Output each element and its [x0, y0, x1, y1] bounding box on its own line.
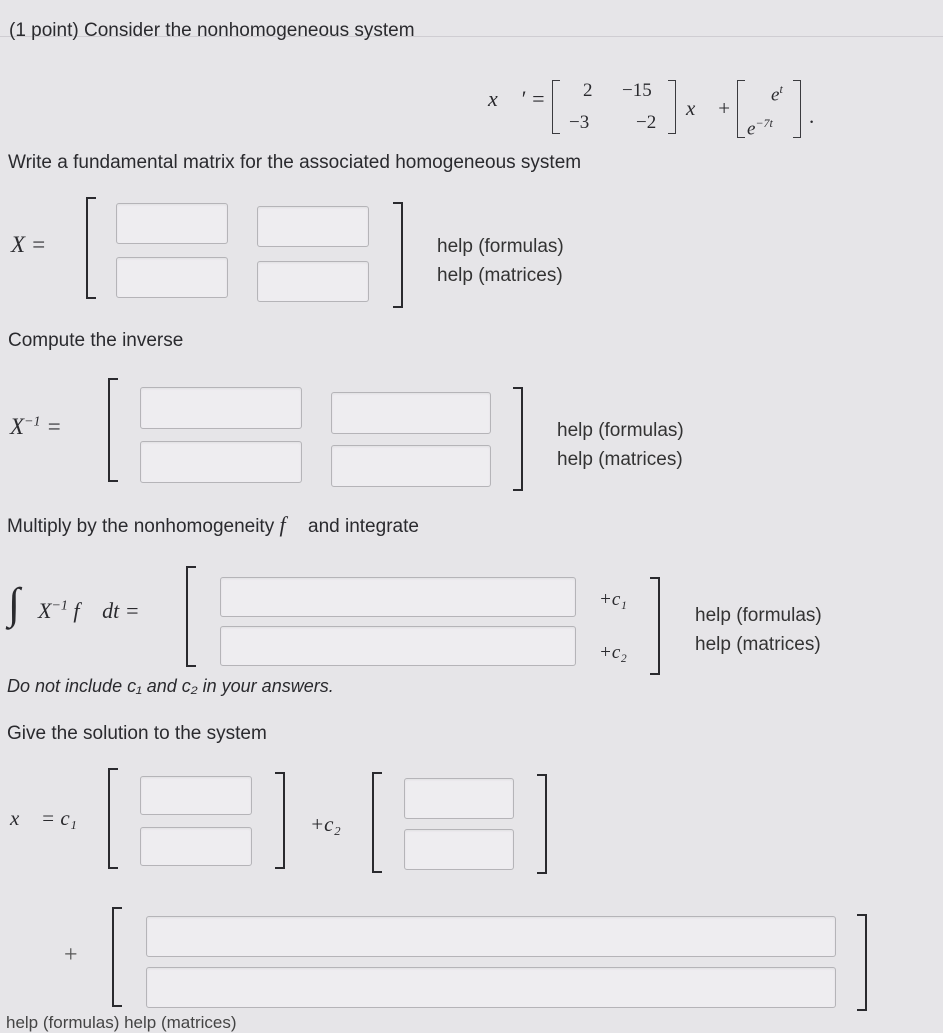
equation-lhs: x⃗ ′ = [488, 86, 546, 111]
step2-help-links [557, 416, 684, 474]
fundamental-x22-input[interactable] [257, 261, 369, 302]
equation-period: . [809, 104, 815, 128]
solution-vec1-row1-input[interactable] [140, 776, 252, 815]
particular-plus: + [64, 942, 78, 968]
inverse-left-bracket [108, 378, 118, 482]
solution-vec1-left-bracket [108, 768, 118, 869]
equation-middle: x⃗ + [686, 96, 732, 120]
forcing-left-bracket [737, 80, 745, 138]
inverse-x12-input[interactable] [331, 392, 491, 434]
solution-vec2-left-bracket [372, 772, 382, 873]
help-matrices-link[interactable]: help (matrices) [557, 449, 683, 470]
integral-c2-term: +c₂ [599, 642, 627, 663]
integral-right-bracket [650, 577, 660, 675]
integral-label: $X^{-1}$ f⃗ dt = [38, 598, 140, 623]
solution-vec2-row1-input[interactable] [404, 778, 514, 819]
inverse-x11-input[interactable] [140, 387, 302, 429]
forcing-right-bracket [793, 80, 801, 138]
inverse-right-bracket [513, 387, 523, 491]
step1-help-links [437, 232, 564, 290]
inverse-x21-input[interactable] [140, 441, 302, 483]
particular-row2-input[interactable] [146, 967, 836, 1008]
solution-vec2-right-bracket [537, 774, 547, 874]
fundamental-x21-input[interactable] [116, 257, 228, 298]
fundamental-right-bracket [393, 202, 403, 308]
footer-help-links-cut[interactable]: help (formulas) help (matrices) [6, 1013, 237, 1032]
help-formulas-link[interactable]: help (formulas) [695, 605, 822, 626]
help-matrices-link[interactable]: help (matrices) [695, 634, 821, 655]
step3-prompt: Multiply by the nonhomogeneity f⃗ and integrate [7, 512, 419, 537]
problem-intro: (1 point) Consider the nonhomogeneous system [9, 20, 415, 41]
step1-prompt: Write a fundamental matrix for the associated homogeneous system [8, 152, 582, 173]
inverse-label: $X^{-1}$ = [10, 414, 62, 439]
particular-row1-input[interactable] [146, 916, 836, 957]
help-formulas-link[interactable]: help (formulas) [437, 236, 564, 257]
coef-matrix-right-bracket [668, 80, 676, 134]
step3-help-links [695, 601, 822, 659]
solution-c2-term: +c₂ [310, 812, 341, 836]
fundamental-left-bracket [86, 197, 96, 299]
solution-vec1-right-bracket [275, 772, 285, 869]
solution-vec1-row2-input[interactable] [140, 827, 252, 866]
coef-a21: −3 [569, 112, 590, 133]
fundamental-x12-input[interactable] [257, 206, 369, 247]
constants-note: Do not include c₁ and c₂ in your answers. [7, 676, 334, 696]
coef-a22: −2 [636, 112, 657, 133]
inverse-x22-input[interactable] [331, 445, 491, 487]
fundamental-matrix-label: X = [11, 232, 47, 257]
coef-matrix-left-bracket [552, 80, 560, 134]
solution-vec2-row2-input[interactable] [404, 829, 514, 870]
solution-label: x⃗ = c₁ [10, 806, 77, 830]
forcing-top: $e^t$ [771, 82, 783, 106]
help-formulas-link[interactable]: help (formulas) [557, 420, 684, 441]
coef-a11: 2 [583, 80, 593, 101]
coef-a12: −15 [622, 80, 652, 101]
help-matrices-link[interactable]: help (matrices) [437, 265, 563, 286]
forcing-bottom: $e^{-7t}$ [747, 116, 773, 140]
integral-sign: ∫ [8, 579, 21, 628]
integral-c1-term: +c₁ [599, 589, 627, 610]
integral-left-bracket [186, 566, 196, 667]
step2-prompt: Compute the inverse [8, 330, 184, 351]
particular-left-bracket [112, 907, 122, 1007]
particular-right-bracket [857, 914, 867, 1011]
fundamental-x11-input[interactable] [116, 203, 228, 244]
integral-row1-input[interactable] [220, 577, 576, 617]
step4-prompt: Give the solution to the system [7, 723, 267, 744]
integral-row2-input[interactable] [220, 626, 576, 666]
